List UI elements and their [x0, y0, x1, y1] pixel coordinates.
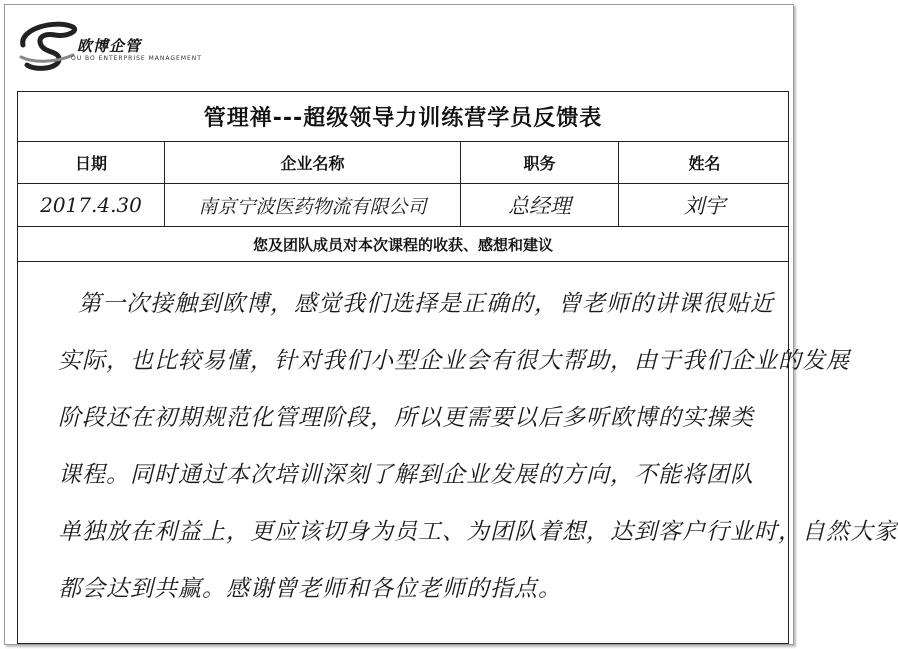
- feedback-line: 都会达到共赢。感谢曾老师和各位老师的指点。: [58, 576, 562, 602]
- feedback-line: 课程。同时通过本次培训深刻了解到企业发展的方向，不能将团队: [58, 462, 754, 488]
- date-header: 日期: [74, 154, 107, 173]
- date-value-cell: [18, 184, 165, 226]
- company-header-cell: [165, 142, 461, 183]
- position-value-cell: [461, 184, 619, 226]
- header-row: [18, 142, 788, 184]
- feedback-heading: 您及团队成员对本次课程的收获、感想和建议: [252, 235, 553, 254]
- feedback-line: 第一次接触到欧博，感觉我们选择是正确的，曾老师的讲课很贴近: [78, 291, 774, 317]
- logo-text: 欧博企管: [77, 37, 142, 55]
- name-value-cell: [619, 184, 790, 226]
- value-row: [18, 184, 788, 227]
- form-title-row: [18, 92, 788, 142]
- feedback-body: [18, 262, 898, 645]
- feedback-form: [17, 91, 898, 644]
- name-value: 刘宇: [683, 194, 726, 218]
- company-header: 企业名称: [280, 154, 345, 173]
- logo-subtitle: OU BO ENTERPRISE MANAGEMENT: [71, 55, 202, 62]
- form-title: 管理禅---超级领导力训练营学员反馈表: [203, 106, 603, 131]
- company-value: 南京宁波医药物流有限公司: [198, 195, 427, 218]
- feedback-line: 单独放在利益上，更应该切身为员工、为团队着想，达到客户行业时，自然大家: [58, 519, 898, 545]
- position-value: 总经理: [508, 194, 571, 218]
- company-value-cell: [165, 184, 461, 226]
- feedback-line: 阶段还在初期规范化管理阶段，所以更需要以后多听欧博的实操类: [58, 405, 754, 431]
- document-frame: [4, 4, 898, 645]
- feedback-heading-row: [18, 227, 788, 262]
- logo-mark-icon: [15, 15, 79, 73]
- date-value: 2017.4.30: [40, 193, 142, 217]
- company-logo: [15, 15, 215, 75]
- date-header-cell: [18, 142, 165, 183]
- name-header-cell: [619, 142, 790, 183]
- position-header-cell: [461, 142, 619, 183]
- position-header: 职务: [523, 154, 556, 173]
- feedback-line: 实际，也比较易懂，针对我们小型企业会有很大帮助，由于我们企业的发展: [58, 348, 850, 374]
- name-header: 姓名: [688, 154, 721, 173]
